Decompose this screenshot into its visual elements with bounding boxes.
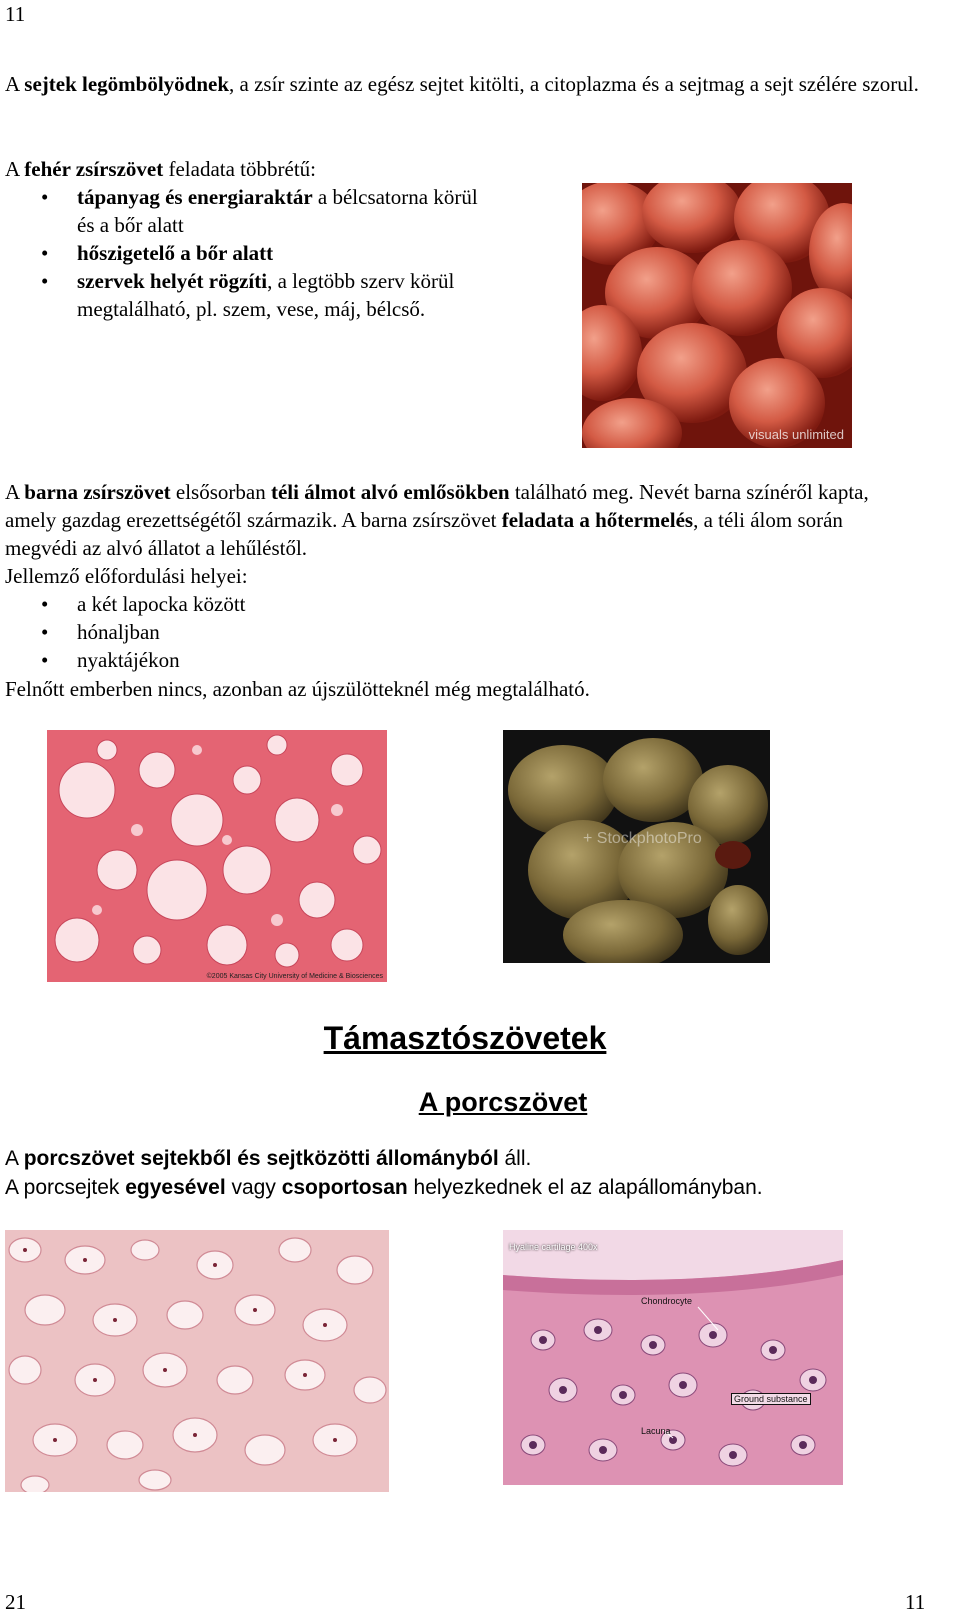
list-item: • szervek helyét rögzíti, a legtöbb szerv körül megtalálható, pl. szem, vese, máj, bélcső.: [41, 269, 455, 321]
brown-fat-locations-list: [5, 590, 605, 674]
bullet-icon: •: [41, 620, 49, 644]
fat-cells-micrograph: [582, 183, 852, 448]
cartilage-histology-image: [5, 1230, 389, 1492]
page-number-top: 11: [5, 2, 26, 26]
paragraph-brown-fat-closing: Felnőtt emberben nincs, azonban az újszülötteknél még megtalálható.: [5, 677, 590, 701]
label-chondrocyte: Chondrocyte: [641, 1296, 693, 1306]
paragraph-locations-intro: Jellemző előfordulási helyei:: [5, 564, 248, 588]
paragraph-brown-fat: A barna zsírszövet elsősorban téli álmot alvó emlősökben található meg. Nevét barna színéről kapta, amely gazdag erezettségétől származik. A barna zsírszövet feladata a hőtermelés, a téli álom során megvédi az alvó állatot a lehűléstől.: [5, 480, 869, 560]
paragraph-white-fat-intro: A fehér zsírszövet feladata többrétű:: [5, 157, 316, 181]
image-title-label: Hyaline cartilage 400x: [509, 1242, 598, 1252]
section-title: Támasztószövetek: [323, 1020, 607, 1056]
bold-term: porcszövet sejtekből és sejtközötti állományból: [23, 1147, 499, 1170]
bullet-icon: •: [41, 648, 49, 672]
list-item: • a két lapocka között: [41, 592, 246, 616]
label-lacuna: Lacuna: [641, 1426, 671, 1436]
brown-fat-histology-image: [47, 730, 387, 982]
bold-term: barna zsírszövet: [24, 480, 171, 504]
bold-term: fehér zsírszövet: [24, 157, 164, 181]
hyaline-cartilage-image: [503, 1230, 843, 1485]
list-item: • hőszigetelő a bőr alatt: [41, 241, 274, 265]
image-watermark: + StockphotoPro: [583, 830, 702, 847]
bullet-icon: •: [41, 185, 49, 209]
bold-term: feladata a hőtermelés: [501, 508, 694, 532]
bold-term: sejtek legömbölyödnek: [24, 72, 230, 96]
image-caption: ©2005 Kansas City University of Medicine & Biosciences: [206, 973, 383, 980]
bullet-icon: •: [41, 241, 49, 265]
paragraph-cartilage-2: A porcsejtek egyesével vagy csoportosan helyezkednek el az alapállományban.: [5, 1176, 763, 1199]
page-number-bottom-left: 21: [5, 1590, 26, 1614]
paragraph-cartilage-1: A porcszövet sejtekből és sejtközötti állományból áll.: [5, 1147, 532, 1170]
label-ground-substance: Ground substance: [731, 1393, 811, 1405]
bold-term: téli álmot alvó emlősökben: [270, 480, 510, 504]
list-item: • tápanyag és energiaraktár a bélcsatorna körül és a bőr alatt: [41, 185, 478, 237]
image-watermark: visuals unlimited: [748, 427, 844, 442]
section-subtitle: A porcszövet: [418, 1087, 588, 1117]
bullet-icon: •: [41, 269, 49, 293]
list-item: • hónaljban: [41, 620, 160, 644]
bullet-icon: •: [41, 592, 49, 616]
brown-fat-sem-image: [503, 730, 770, 963]
bold-term: csoportosan: [281, 1176, 408, 1199]
paragraph-fat-cells: A sejtek legömbölyödnek, a zsír szinte az egész sejtet kitölti, a citoplazma és a sejtmag a sejt szélére szorul.: [5, 72, 919, 96]
page-number-bottom-right: 11: [905, 1590, 926, 1614]
white-fat-functions-list: [5, 183, 485, 323]
bold-term: egyesével: [125, 1176, 226, 1199]
list-item: • nyaktájékon: [41, 648, 180, 672]
